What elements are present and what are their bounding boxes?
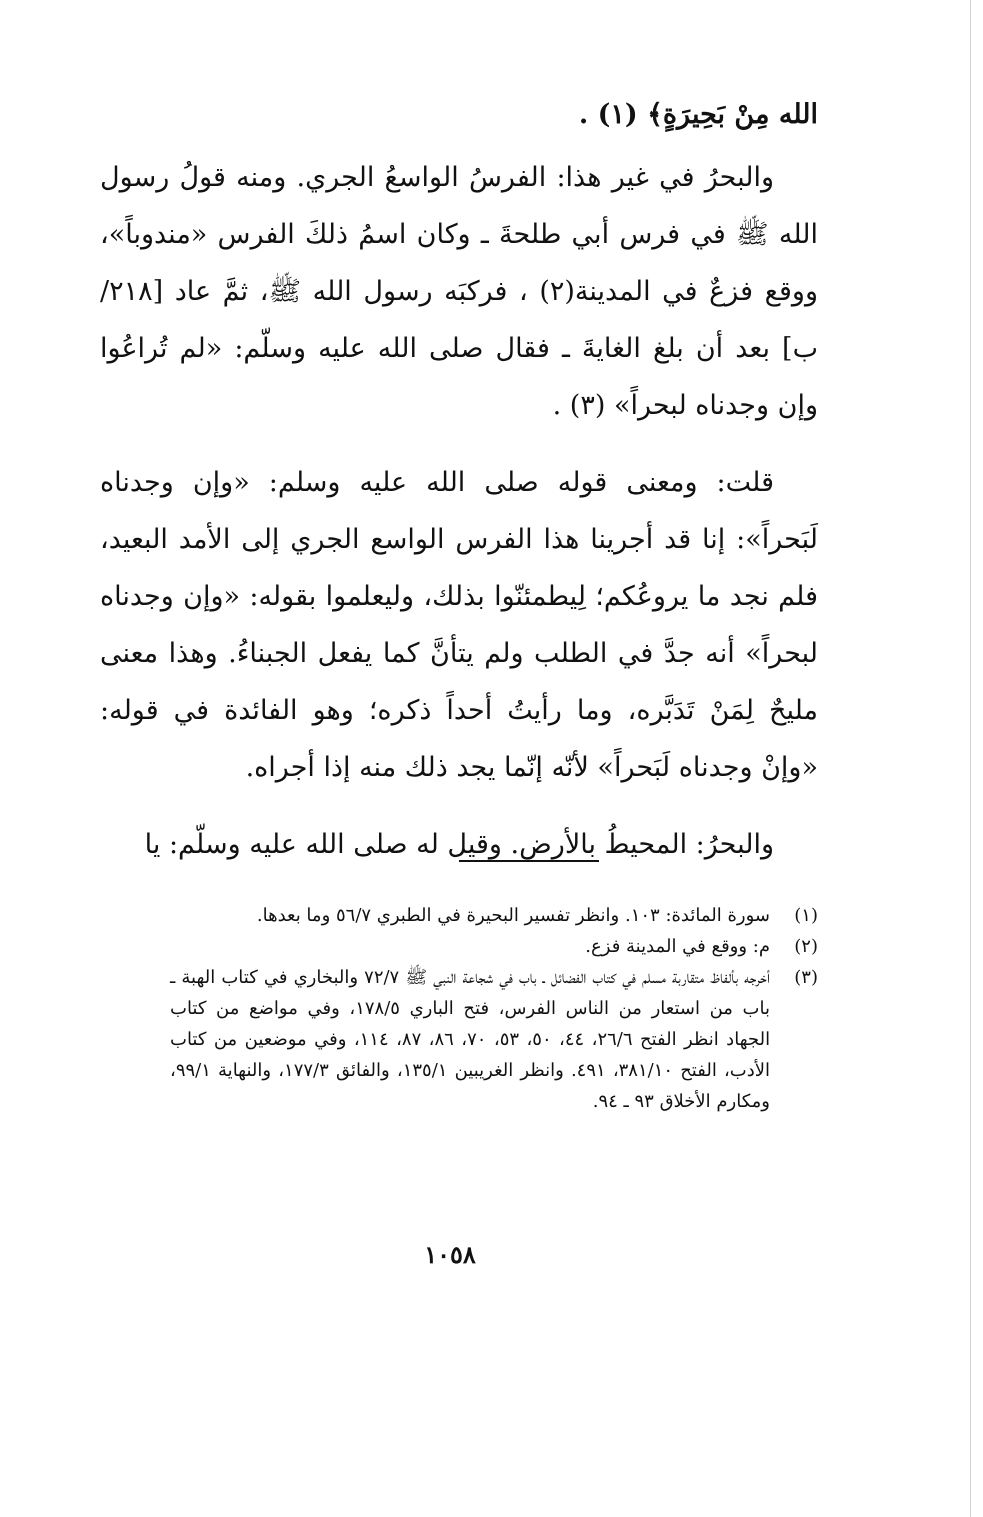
footnote-text: م: ووقع في المدينة فزع.	[585, 936, 770, 957]
footnote-number: (٣)	[794, 967, 818, 988]
footnote-separator	[459, 860, 599, 862]
page-number: ١٠٥٨	[424, 1240, 476, 1269]
footnote-text: سورة المائدة: ١٠٣. وانظر تفسير البحيرة في الطبري ٥٦/٧ وما بعدها.	[256, 905, 770, 926]
paragraph: والبحرُ في غير هذا: الفرسُ الواسعُ الجري. ومنه قولُ رسول الله ﷺ في فرس أبي طلحةَ ـ وكان اسمُ ذلكَ الفرس «مندوباً»، ووقع فزعٌ في المدينة(٢) ، فركبَه رسول الله ﷺ، ثمَّ عاد [٢١٨/ب] بعد أن بلغ الغايةَ ـ فقال صلى الله عليه وسلّم: «لم تُراعُوا وإن وجدناه لبحراً» (٣) .	[100, 162, 818, 421]
footnote-number: (٢)	[794, 936, 818, 957]
footnote	[170, 962, 818, 1117]
paragraph: قلت: ومعنى قوله صلى الله عليه وسلم: «وإن وجدناه لَبَحراً»: إنا قد أجرينا هذا الفرس الواسع الجري إلى الأمد البعيد، فلم نجد ما يروعُكم؛ لِيطمئنّوا بذلك، وليعلموا بقوله: «وإن وجدناه لبحراً» أنه جدَّ في الطلب ولم يتأنَّ كما يفعل الجبناءُ. وهذا معنى مليحٌ لِمَنْ تَدَبَّره، وما رأيتُ أحداً ذكره؛ وهو الفائدة في قوله: «وإنْ وجدناه لَبَحراً» لأنّه إنّما يجد ذلك منه إذا أجراه.	[100, 467, 818, 783]
footnote	[170, 931, 818, 962]
footnote	[170, 900, 818, 931]
footnote-text: أخرجه بألفاظ متقاربة مسلم في كتاب الفضائل ـ باب في شجاعة النبي ﷺ ٧٢/٧ والبخاري في كتاب الهبة ـ باب من استعار من الناس الفرس، فتح الباري ١٧٨/٥، وفي مواضع من كتاب الجهاد انظر الفتح ٢٦/٦، ٤٤، ٥٠، ٥٣، ٧٠، ٨٦، ٨٧، ١١٤، وفي موضعين من كتاب الأدب، الفتح ٣٨١/١٠، ٤٩١. وانظر الغريبين ١٣٥/١، والفائق ١٧٧/٣، والنهاية ٩٩/١، ومكارم الأخلاق ٩٣ ـ ٩٤.	[170, 967, 771, 1112]
footnotes	[170, 900, 818, 1117]
continuation-line: الله مِنْ بَحِيرَةٍ﴾ (١) .	[578, 99, 818, 130]
paragraph: والبحرُ: المحيطُ بالأرض. وقيل له صلى الله عليه وسلّم: يا	[144, 829, 774, 860]
footnote-number: (١)	[794, 905, 818, 926]
main-text	[100, 95, 818, 893]
page-edge-line	[970, 0, 971, 1517]
